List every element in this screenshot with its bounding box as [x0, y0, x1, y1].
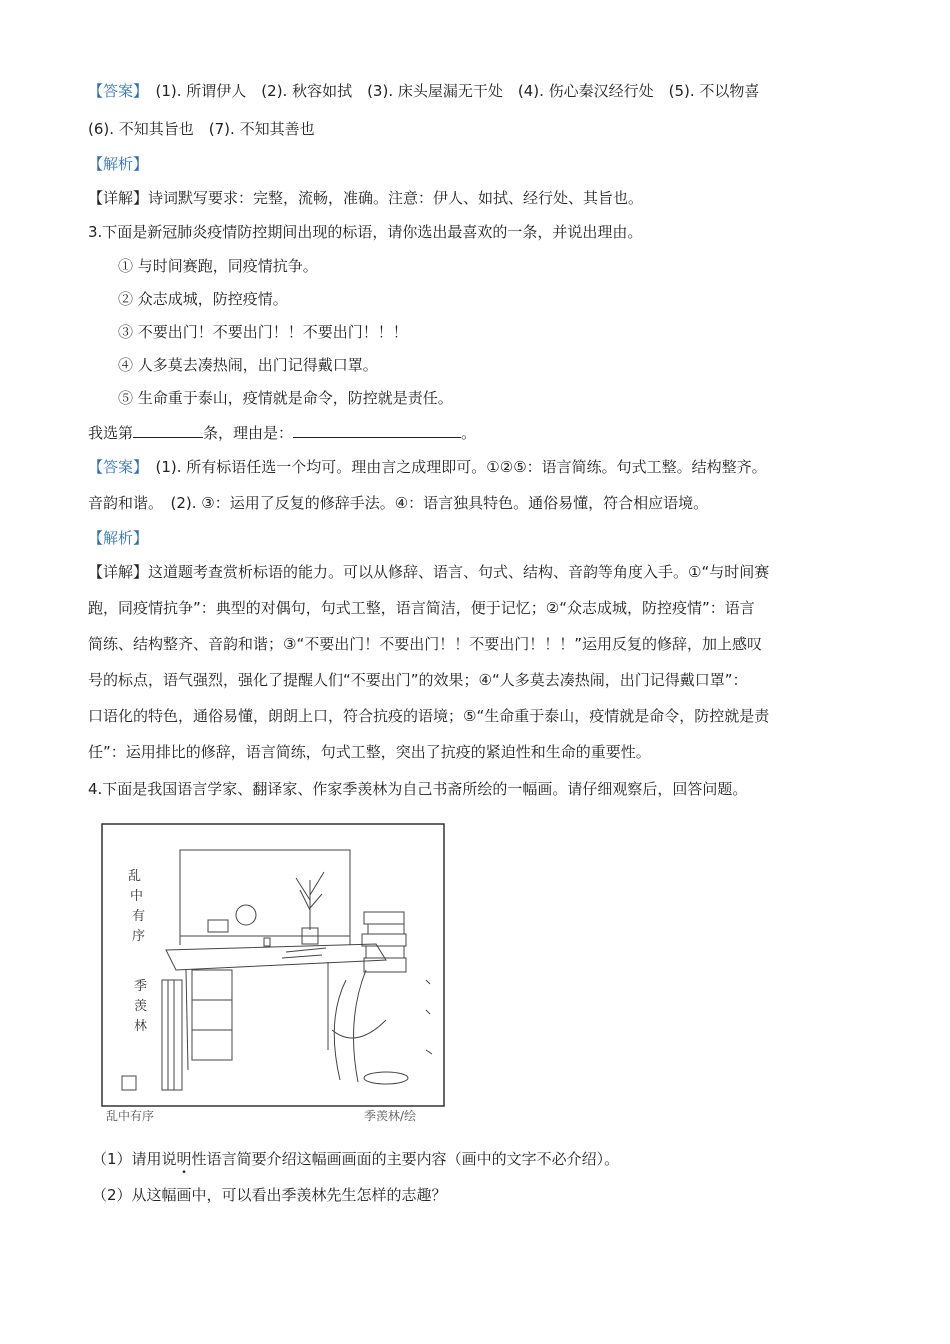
answer-tag: 【答案】 — [88, 82, 141, 100]
reason-blank[interactable] — [293, 423, 461, 438]
analysis-3-line-5: 口语化的特色，通俗易懂，朗朗上口，符合抗疫的语境；⑤“生命重于泰山，疫情就是命令，防控就是责 — [88, 707, 770, 725]
picture-caption-left: 乱中有序 — [106, 1109, 155, 1123]
question-3-stem: 3.下面是新冠肺炎疫情防控期间出现的标语，请你选出最喜欢的一条，并说出理由。 — [88, 223, 643, 241]
answer-3-line-2: 音韵和谐。 (2). ③：运用了反复的修辞手法。④：语言独具特色。通俗易懂，符合相应语境。 — [88, 494, 709, 512]
inscription-char: 乱 — [128, 869, 142, 884]
answer-line-2: (6). 不知其旨也 (7). 不知其善也 — [88, 120, 315, 138]
choice-blank[interactable] — [133, 423, 203, 438]
slogan-3: ③ 不要出门！不要出门！！不要出门！！！ — [118, 323, 408, 341]
slogan-5: ⑤ 生命重于泰山，疫情就是命令，防控就是责任。 — [118, 389, 453, 407]
analysis-3-line-6: 任”：运用排比的修辞，语言简练，句式工整，突出了抗疫的紧迫性和生命的重要性。 — [88, 743, 651, 761]
analysis-3-line-1: 【详解】这道题考查赏析标语的能力。可以从修辞、语言、句式、结构、音韵等角度入手。①“与时间赛 — [88, 563, 770, 581]
inscription-char: 有 — [132, 909, 146, 924]
question-4-sub-2: （2）从这幅画中，可以看出季羡林先生怎样的志趣？ — [92, 1186, 447, 1204]
inscription-char: 羡 — [134, 999, 148, 1014]
inscription-char: 林 — [134, 1019, 148, 1034]
inscription-char: 中 — [130, 889, 144, 904]
analysis-tag: 【解析】 — [88, 155, 149, 173]
analysis-3-line-2: 跑，同疫情抗争”：典型的对偶句，句式工整，语言简洁，便于记忆；②“众志成城，防控疫情”：语言 — [88, 599, 755, 617]
analysis-detail: 【详解】诗词默写要求：完整，流畅，准确。注意：伊人、如拭、经行处、其旨也。 — [88, 189, 644, 207]
fill-in-line: 我选第 条，理由是： 。 — [88, 424, 477, 442]
analysis-3-line-3: 简练、结构整齐、音韵和谐；③“不要出门！不要出门！！不要出门！！！”运用反复的修辞，加上感叹 — [88, 635, 762, 653]
analysis-3-tag: 【解析】 — [88, 529, 149, 547]
inscription-char: 序 — [132, 929, 146, 944]
picture-caption-right: 季羡林/绘 — [364, 1109, 417, 1123]
answer-3-line-1: 【答案】 (1). 所有标语任选一个均可。理由言之成理即可。①②⑤：语言简练。句式工整。结构整齐。 — [88, 458, 767, 476]
emphasis-text: 说明性 — [161, 1150, 207, 1168]
question-4-sub-1: （1）请用说明性语言简要介绍这幅画画面的主要内容（画中的文字不必介绍）。 — [92, 1150, 620, 1168]
slogan-1: ① 与时间赛跑，同疫情抗争。 — [118, 257, 318, 275]
slogan-2: ② 众志成城，防控疫情。 — [118, 290, 288, 308]
question-4-stem: 4.下面是我国语言学家、翻译家、作家季羡林为自己书斋所绘的一幅画。请仔细观察后，回答问题。 — [88, 780, 748, 798]
inscription-char: 季 — [134, 979, 148, 994]
analysis-3-line-4: 号的标点，语气强烈，强化了提醒人们“不要出门”的效果；④“人多莫去凑热闹，出门记得戴口罩”： — [88, 671, 748, 689]
study-room-sketch — [96, 820, 456, 1125]
answer-line-1: 【答案】 (1). 所谓伊人 (2). 秋容如拭 (3). 床头屋漏无干处 (4). 伤心秦汉经行处 (5). 不以物喜 — [88, 82, 760, 100]
slogan-4: ④ 人多莫去凑热闹，出门记得戴口罩。 — [118, 356, 378, 374]
